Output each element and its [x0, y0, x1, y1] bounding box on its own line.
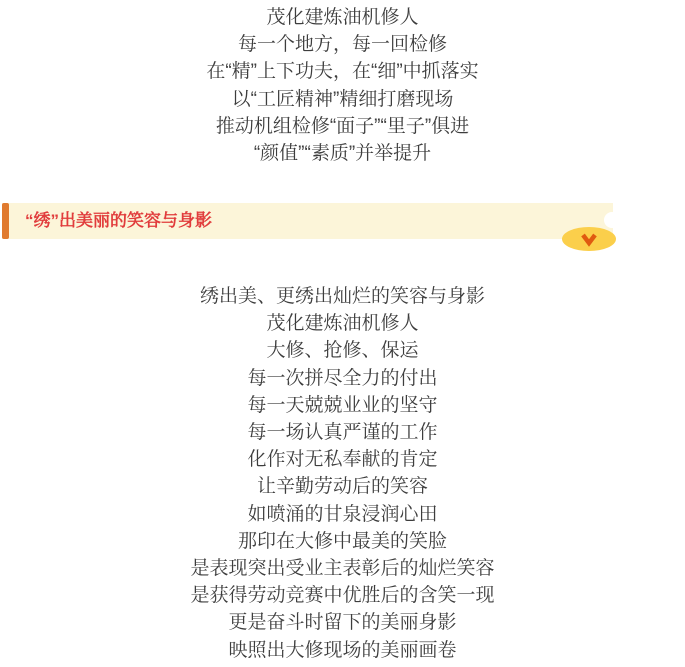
body-poem — [0, 283, 685, 664]
poem-line: 是表现突出受业主表彰后的灿烂笑容 — [190, 558, 495, 580]
poem-line: “颜值”“素质”并举提升 — [253, 143, 432, 165]
section-header-banner — [2, 203, 613, 239]
poem-line: 茂化建炼油机修人 — [266, 313, 419, 335]
poem-line: 推动机组检修“面子”“里子”俱进 — [215, 115, 470, 137]
section-title: “绣”出美丽的笑容与身影 — [25, 211, 212, 230]
intro-poem — [0, 4, 685, 167]
poem-line: 每一个地方，每一回检修 — [237, 34, 447, 56]
poem-line: 绣出美、更绣出灿烂的笑容与身影 — [199, 286, 485, 307]
poem-line: 每一次拼尽全力的付出 — [247, 367, 438, 389]
banner-notch — [604, 212, 620, 228]
chevron-down-icon — [579, 232, 599, 247]
poem-line: 如喷涌的甘泉浸润心田 — [247, 503, 438, 525]
poem-line: 那印在大修中最美的笑脸 — [237, 530, 447, 552]
poem-line: 是获得劳动竞赛中优胜后的含笑一现 — [190, 585, 495, 607]
accent-bar — [2, 203, 9, 239]
collapse-toggle-button[interactable] — [562, 227, 616, 251]
poem-line: 以“工匠精神”精细打磨现场 — [231, 88, 454, 110]
poem-line: 每一场认真严谨的工作 — [247, 422, 438, 444]
poem-line: 大修、抢修、保运 — [266, 340, 419, 362]
poem-line: 茂化建炼油机修人 — [266, 7, 419, 28]
poem-line: 化作对无私奉献的肯定 — [247, 449, 438, 471]
poem-line: 映照出大修现场的美丽画卷 — [228, 639, 457, 661]
poem-line: 每一天兢兢业业的坚守 — [247, 394, 438, 416]
poem-line: 让辛勤劳动后的笑容 — [256, 476, 428, 498]
poem-line: 在“精”上下功夫，在“细”中抓落实 — [206, 61, 479, 83]
poem-line: 更是奋斗时留下的美丽身影 — [228, 612, 457, 634]
